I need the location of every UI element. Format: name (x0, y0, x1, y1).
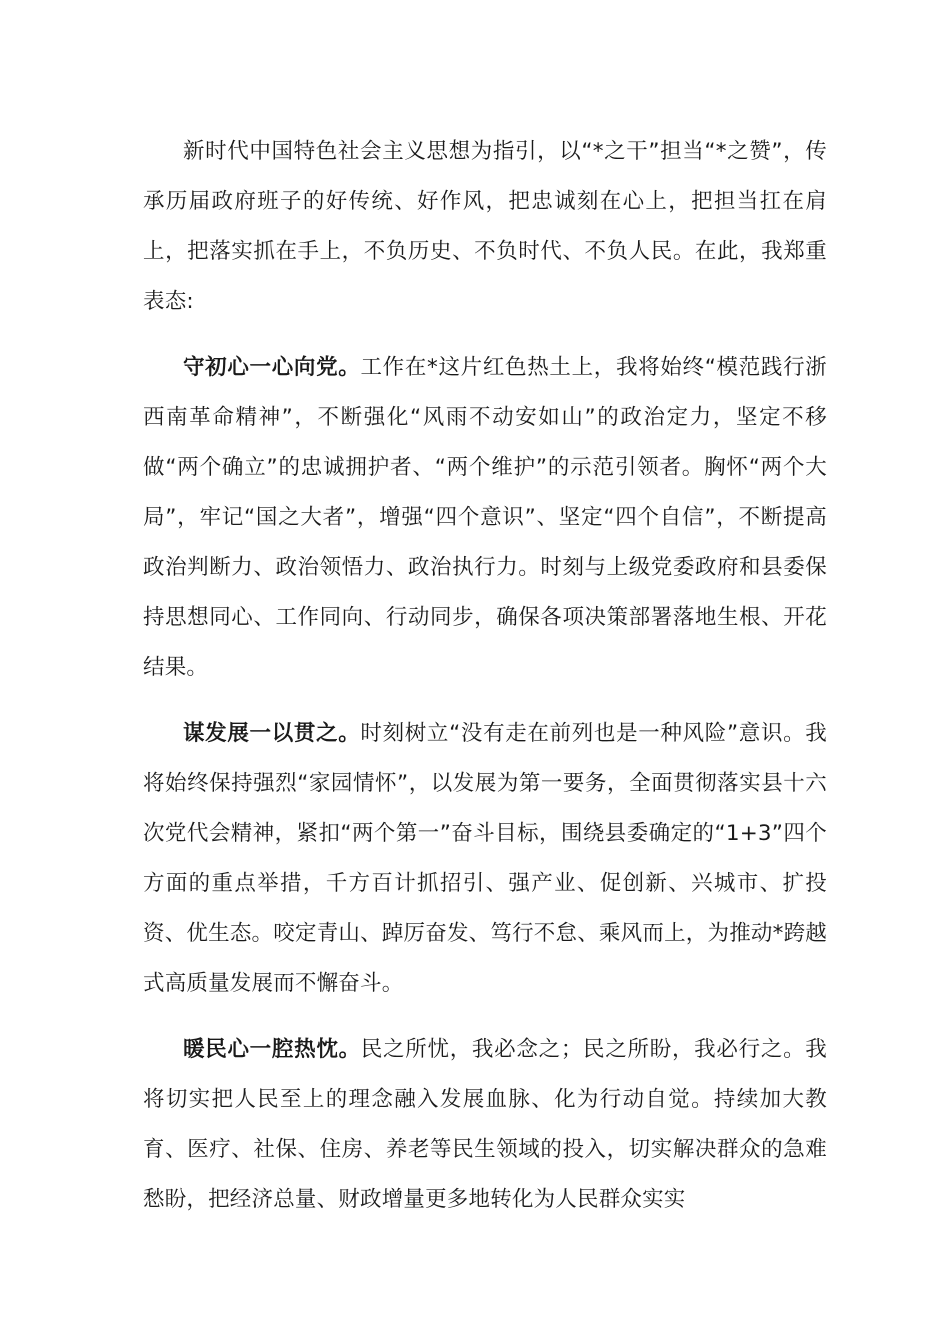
paragraph-intro (143, 127, 827, 327)
paragraph-text: 工作在*这片红色热土上，我将始终“模范践行浙西南革命精神”，不断强化“风雨不动安如山”的政治定力，坚定不移做“两个确立”的忠诚拥护者、“两个维护”的示范引领者。胸怀“两个大局”，牢记“国之大者”，增强“四个意识”、坚定“四个自信”，不断提高政治判断力、政治领悟力、政治执行力。时刻与上级党委政府和县委保持思想同心、工作同向、行动同步，确保各项决策部署落地生根、开花结果。 (143, 355, 827, 680)
paragraph-party-loyalty (143, 343, 827, 693)
paragraph-heading: 守初心一心向党。 (183, 355, 361, 380)
paragraph-heading: 谋发展一以贯之。 (183, 721, 361, 746)
paragraph-heading: 暖民心一腔热忱。 (183, 1037, 361, 1062)
paragraph-text: 时刻树立“没有走在前列也是一种风险”意识。我将始终保持强烈“家园情怀”，以发展为第一要务，全面贯彻落实县十六次党代会精神，紧扣“两个第一”奋斗目标，围绕县委确定的“1+3”四个方面的重点举措，千方百计抓招引、强产业、促创新、兴城市、扩投资、优生态。咬定青山、踔厉奋发、笃行不怠、乘风而上，为推动*跨越式高质量发展而不懈奋斗。 (143, 721, 827, 996)
paragraph-text: 民之所忧，我必念之；民之所盼，我必行之。我将切实把人民至上的理念融入发展血脉、化为行动自觉。持续加大教育、医疗、社保、住房、养老等民生领域的投入，切实解决群众的急难愁盼，把经济总量、财政增量更多地转化为人民群众实实 (143, 1037, 828, 1212)
paragraph-text: 新时代中国特色社会主义思想为指引，以“*之干”担当“*之赞”，传承历届政府班子的好传统、好作风，把忠诚刻在心上，把担当扛在肩上，把落实抓在手上，不负历史、不负时代、不负人民。在此，我郑重表态: (143, 139, 827, 314)
paragraph-livelihood (143, 1025, 827, 1225)
paragraph-development (143, 709, 827, 1009)
document-body (143, 127, 827, 1225)
